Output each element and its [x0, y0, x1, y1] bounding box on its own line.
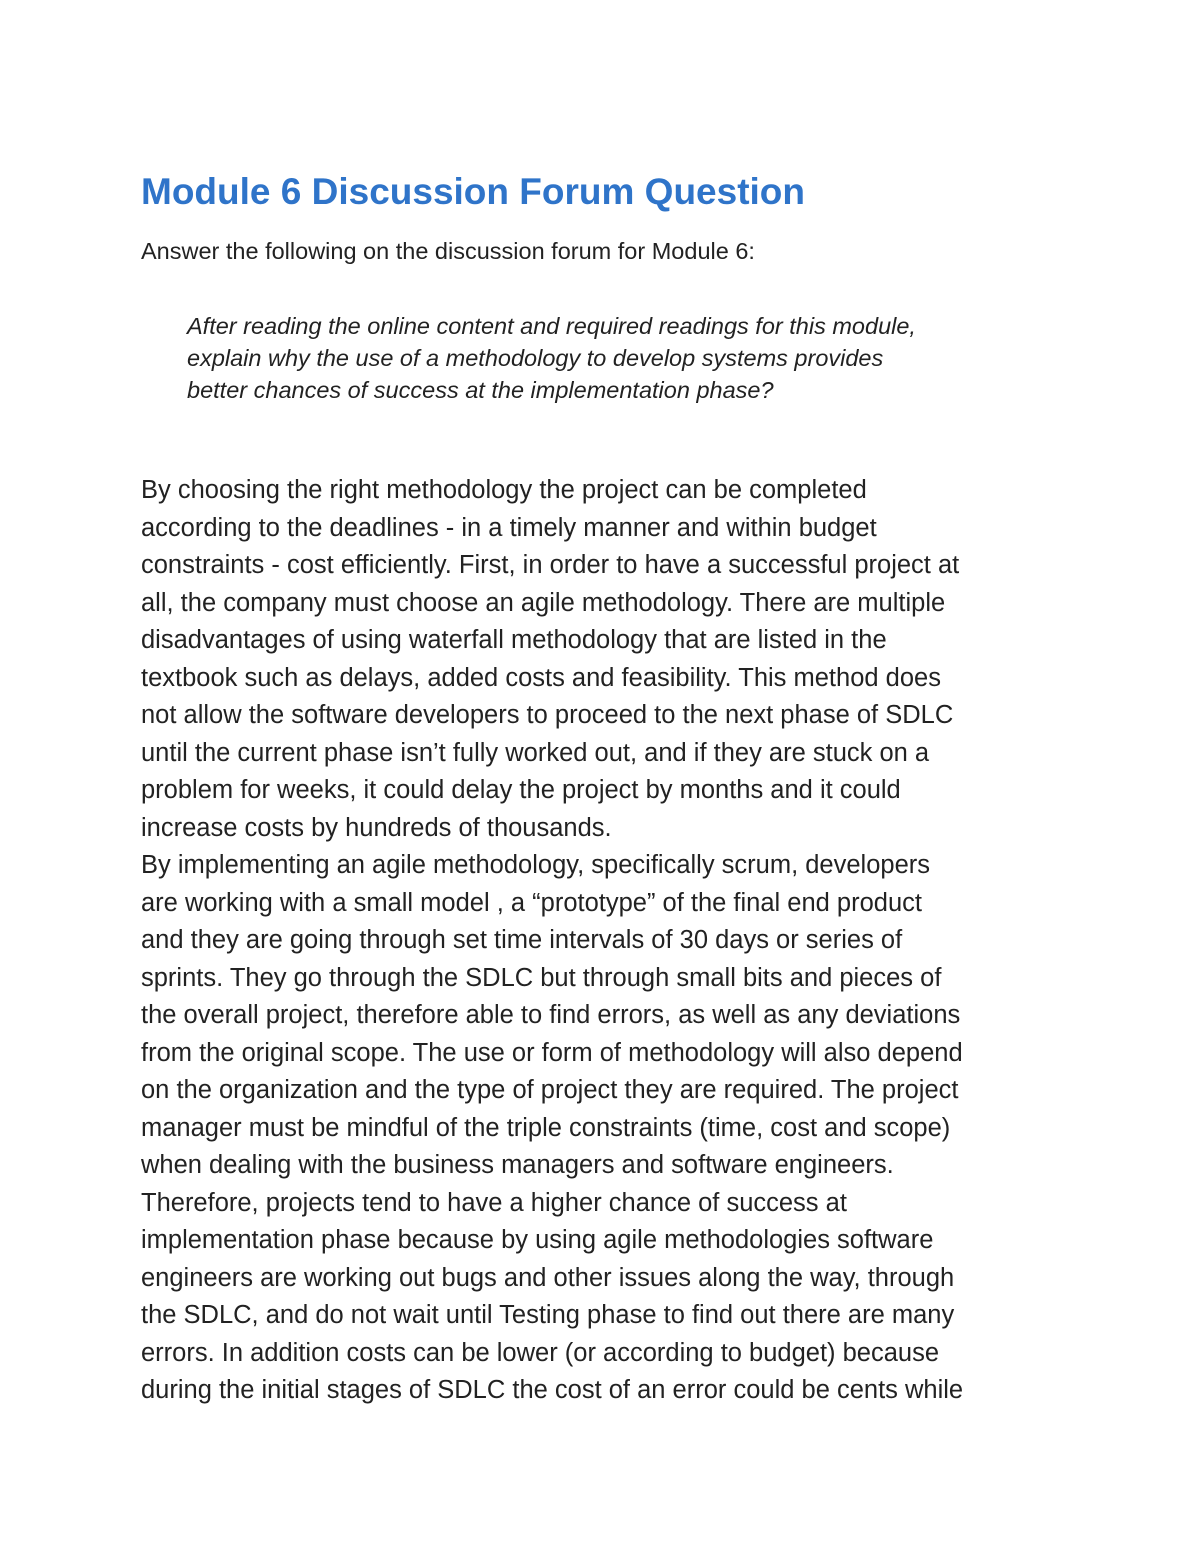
answer-line: manager must be mindful of the triple constraints (time, cost and scope) — [141, 1113, 951, 1142]
answer-line: all, the company must choose an agile methodology. There are multiple — [141, 588, 946, 617]
answer-line: textbook such as delays, added costs and feasibility. This method does — [141, 663, 941, 692]
answer-line: engineers are working out bugs and other issues along the way, through — [141, 1263, 955, 1292]
answer-line: and they are going through set time intervals of 30 days or series of — [141, 926, 903, 954]
question-line: better chances of success at the implementation phase? — [187, 377, 774, 403]
answer-line: when dealing with the business managers and software engineers. — [141, 1151, 894, 1179]
answer-line: By choosing the right methodology the project can be completed — [141, 476, 867, 504]
answer-line: the SDLC, and do not wait until Testing phase to find out there are many — [141, 1301, 955, 1329]
answer-line: Therefore, projects tend to have a higher chance of success at — [141, 1188, 847, 1217]
answer-line: By implementing an agile methodology, specifically scrum, developers — [141, 851, 930, 879]
answer-line: on the organization and the type of project they are required. The project — [141, 1076, 959, 1104]
question-line: explain why the use of a methodology to develop systems provides — [187, 345, 884, 371]
answer-line: sprints. They go through the SDLC but through small bits and pieces of — [141, 963, 942, 992]
answer-line: problem for weeks, it could delay the project by months and it could — [141, 776, 901, 804]
answer-line: until the current phase isn’t fully worked out, and if they are stuck on a — [141, 738, 930, 767]
answer-line: according to the deadlines - in a timely manner and within budget — [141, 513, 877, 542]
answer-line: increase costs by hundreds of thousands. — [141, 813, 612, 842]
answer-line: not allow the software developers to proceed to the next phase of SDLC — [141, 701, 954, 729]
answer-line: constraints - cost efficiently. First, in order to have a successful project at — [141, 551, 960, 579]
answer-line: disadvantages of using waterfall methodology that are listed in the — [141, 626, 887, 654]
answer-line: during the initial stages of SDLC the cost of an error could be cents while — [141, 1376, 964, 1404]
answer-line: errors. In addition costs can be lower (or according to budget) because — [141, 1338, 940, 1367]
question-block — [187, 310, 916, 406]
answer-line: are working with a small model , a “prototype” of the final end product — [141, 888, 922, 917]
answer-line: the overall project, therefore able to find errors, as well as any deviations — [141, 1001, 961, 1029]
answer-line: implementation phase because by using agile methodologies software — [141, 1226, 934, 1254]
page-title: Module 6 Discussion Forum Question — [141, 171, 806, 212]
answer-body — [141, 472, 963, 1410]
intro-text: Answer the following on the discussion forum for Module 6: — [141, 238, 755, 264]
question-line: After reading the online content and required readings for this module, — [187, 313, 916, 339]
answer-line: from the original scope. The use or form of methodology will also depend — [141, 1038, 963, 1067]
